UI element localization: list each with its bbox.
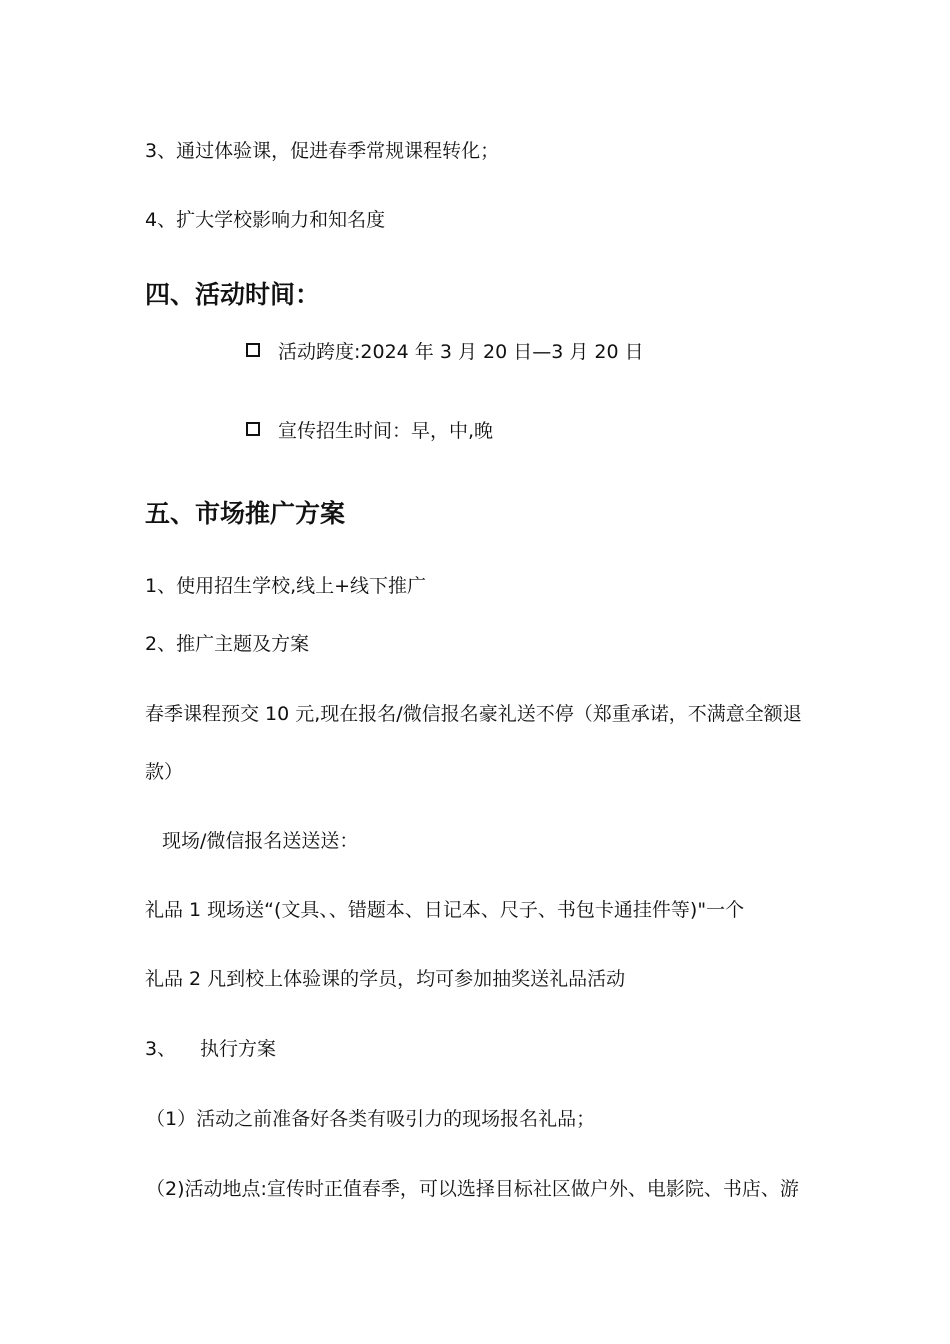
paragraph-marketing-2: 2、推广主题及方案 <box>145 633 310 655</box>
paragraph-onsite-signup: 现场/微信报名送送送： <box>162 830 359 852</box>
paragraph-goal-3: 3、通过体验课，促进春季常规课程转化； <box>145 140 500 162</box>
paragraph-gift-1: 礼品 1 现场送“(文具、、错题本、日记本、尺子、书包卡通挂件等)"一个 <box>145 899 745 921</box>
bullet-promotion-time-text: 宣传招生时间：早，中,晚 <box>278 420 494 442</box>
section-heading-marketing-plan: 五、市场推广方案 <box>145 499 346 528</box>
checkbox-bullet-icon <box>246 343 260 357</box>
paragraph-promo-theme-line-1: 春季课程预交 10 元,现在报名/微信报名豪礼送不停（郑重承诺，不满意全额退 <box>145 703 802 725</box>
checkbox-bullet-icon <box>246 422 260 436</box>
paragraph-marketing-1: 1、使用招生学校,线上+线下推广 <box>145 575 427 597</box>
paragraph-promo-theme-line-2: 款） <box>145 761 184 783</box>
bullet-promotion-time <box>246 419 493 443</box>
paragraph-execution-number: 3、 <box>145 1038 177 1060</box>
bullet-activity-span-text: 活动跨度:2024 年 3 月 20 日—3 月 20 日 <box>278 341 644 363</box>
section-heading-activity-time: 四、活动时间： <box>145 280 321 309</box>
paragraph-execution-title: 执行方案 <box>200 1038 277 1060</box>
paragraph-execution-step-1: （1）活动之前准备好各类有吸引力的现场报名礼品； <box>146 1108 596 1130</box>
paragraph-goal-4: 4、扩大学校影响力和知名度 <box>145 209 386 231</box>
paragraph-gift-2: 礼品 2 凡到校上体验课的学员，均可参加抽奖送礼品活动 <box>145 968 626 990</box>
bullet-activity-span <box>246 340 644 364</box>
paragraph-execution-step-2: （2)活动地点:宣传时正值春季，可以选择目标社区做户外、电影院、书店、游 <box>146 1178 799 1200</box>
